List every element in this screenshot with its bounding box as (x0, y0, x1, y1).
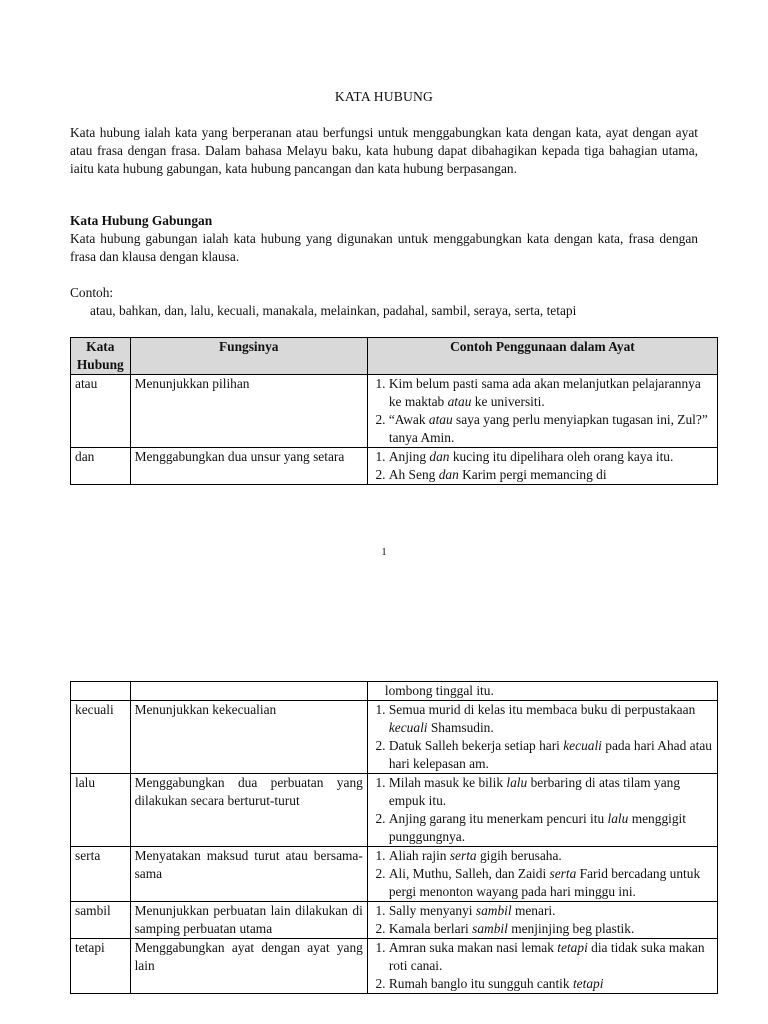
cell-fungsi: Menunjukkan kekecualian (130, 701, 367, 774)
cell-kata-hubung: sambil (71, 902, 131, 939)
cell-empty (130, 682, 367, 701)
table-row (71, 701, 718, 774)
intro-paragraph: Kata hubung ialah kata yang berperanan atau berfungsi untuk menggabungkan kata dengan kata, ayat dengan ayat atau frasa dengan frasa. Dalam bahasa Melayu baku, kata hubung dapat dibahagikan kepada tiga bahagian utama, iaitu kata hubung gabungan, kata hubung pancangan dan kata hubung berpasangan. (70, 125, 698, 176)
table-row (71, 375, 718, 448)
table-row (71, 902, 718, 939)
header-kata-hubung: Kata Hubung (71, 338, 131, 375)
example-item-2: 2. Ali, Muthu, Salleh, dan Zaidi serta Farid bercadang untuk pergi menonton wayang pada hari minggu ini. (389, 865, 713, 901)
contoh-list: atau, bahkan, dan, lalu, kecuali, manakala, melainkan, padahal, sambil, seraya, serta, tetapi (90, 303, 577, 318)
example-keyword: lalu (506, 775, 528, 790)
cell-fungsi: Menggabungkan dua unsur yang setara (130, 448, 367, 485)
example-keyword: serta (549, 866, 577, 881)
cell-kata-hubung: serta (71, 847, 131, 902)
example-keyword: tetapi (572, 976, 604, 991)
example-keyword: kecuali (388, 720, 428, 735)
conjunction-table-page2 (70, 681, 718, 994)
example-list (372, 847, 713, 901)
section-paragraph: Kata hubung gabungan ialah kata hubung yang digunakan untuk menggabungkan kata dengan kata, frasa dengan frasa dan klausa dengan klausa. (70, 231, 698, 264)
example-item-2: 2. “Awak atau saya yang perlu menyiapkan tugasan ini, Zul?” tanya Amin. (389, 411, 713, 447)
example-keyword: kecuali (563, 738, 602, 753)
example-keyword: atau (428, 412, 453, 427)
continuation-text: lombong tinggal itu. (384, 683, 494, 698)
example-item-1: 1. Amran suka makan nasi lemak tetapi dia tidak suka makan roti canai. (389, 939, 713, 975)
cell-kata-hubung: atau (71, 375, 131, 448)
example-keyword: dan (429, 449, 450, 464)
cell-kata-hubung: lalu (71, 774, 131, 847)
example-item-1: 1. Aliah rajin serta gigih berusaha. (389, 847, 713, 865)
table-body-page2 (71, 682, 718, 994)
example-keyword: atau (447, 394, 472, 409)
example-list (372, 375, 713, 447)
cell-contoh (367, 902, 717, 939)
page-number: 1 (381, 546, 387, 558)
conjunction-table-page1 (70, 337, 718, 485)
contoh-label: Contoh: (70, 285, 114, 300)
header-fungsi: Fungsinya (130, 338, 367, 375)
example-keyword: serta (449, 848, 477, 863)
cell-kata-hubung: dan (71, 448, 131, 485)
example-item-2: 2. Datuk Salleh bekerja setiap hari kecuali pada hari Ahad atau hari kelepasan am. (389, 737, 713, 773)
example-keyword: dan (438, 467, 459, 482)
example-item-2: 2. Rumah banglo itu sungguh cantik tetapi (389, 975, 713, 993)
example-item-2: 2. Ah Seng dan Karim pergi memancing di (389, 466, 713, 484)
cell-kata-hubung: tetapi (71, 939, 131, 994)
example-list (372, 448, 713, 484)
cell-contoh (367, 701, 717, 774)
cell-contoh (367, 375, 717, 448)
example-list (372, 774, 713, 846)
example-item-2: 2. Kamala berlari sambil menjinjing beg plastik. (389, 920, 713, 938)
example-item-1: 1. Semua murid di kelas itu membaca buku di perpustakaan kecuali Shamsudin. (389, 701, 713, 737)
cell-fungsi: Menyatakan maksud turut atau bersama-sama (130, 847, 367, 902)
table-row (71, 448, 718, 485)
table-header-row (71, 338, 718, 375)
example-item-2: 2. Anjing garang itu menerkam pencuri itu lalu menggigit punggungnya. (389, 810, 713, 846)
example-item-1: 1. Anjing dan kucing itu dipelihara oleh orang kaya itu. (389, 448, 713, 466)
example-keyword: sambil (475, 903, 512, 918)
example-keyword: lalu (607, 811, 629, 826)
example-list (372, 939, 713, 993)
cell-fungsi: Menggabungkan ayat dengan ayat yang lain (130, 939, 367, 994)
cell-continuation (367, 682, 717, 701)
cell-contoh (367, 847, 717, 902)
cell-contoh (367, 774, 717, 847)
cell-empty (71, 682, 131, 701)
table-row (71, 847, 718, 902)
section-heading: Kata Hubung Gabungan (70, 213, 213, 228)
cell-contoh (367, 448, 717, 485)
cell-fungsi: Menunjukkan pilihan (130, 375, 367, 448)
example-item-1: 1. Milah masuk ke bilik lalu berbaring di atas tilam yang empuk itu. (389, 774, 713, 810)
example-list (372, 902, 713, 938)
example-item-1: 1. Sally menyanyi sambil menari. (389, 902, 713, 920)
example-keyword: tetapi (557, 940, 588, 955)
cell-fungsi: Menggabungkan dua perbuatan yang dilakukan secara berturut-turut (130, 774, 367, 847)
table-row (71, 939, 718, 994)
table-body-page1 (71, 375, 718, 485)
document-title: KATA HUBUNG (334, 89, 434, 104)
cell-fungsi: Menunjukkan perbuatan lain dilakukan di samping perbuatan utama (130, 902, 367, 939)
example-list (372, 701, 713, 773)
table-row (71, 774, 718, 847)
header-contoh: Contoh Penggunaan dalam Ayat (367, 338, 717, 375)
cell-contoh (367, 939, 717, 994)
cell-kata-hubung: kecuali (71, 701, 131, 774)
example-item-1: 1. Kim belum pasti sama ada akan melanjutkan pelajarannya ke maktab atau ke universiti. (389, 375, 713, 411)
example-keyword: sambil (472, 921, 508, 936)
table-row-continuation (71, 682, 718, 701)
